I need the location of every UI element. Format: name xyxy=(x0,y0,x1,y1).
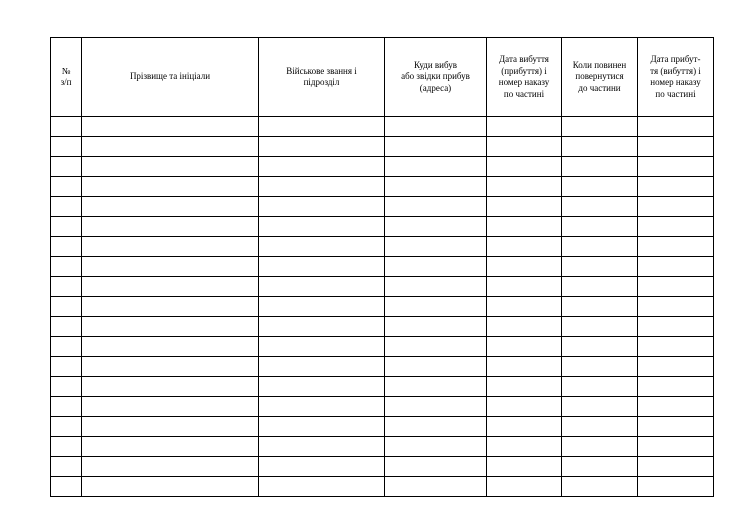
table-cell xyxy=(82,237,259,257)
table-cell xyxy=(51,437,82,457)
header-label: Коли повинен повернутися до частини xyxy=(572,59,627,93)
table-cell xyxy=(259,297,385,317)
table-cell xyxy=(259,137,385,157)
table-cell xyxy=(51,217,82,237)
table-cell xyxy=(638,277,714,297)
table-cell xyxy=(562,257,638,277)
table-cell xyxy=(487,237,562,257)
table-cell xyxy=(385,217,487,237)
table-cell xyxy=(562,417,638,437)
table-cell xyxy=(638,457,714,477)
table-cell xyxy=(51,377,82,397)
table-cell xyxy=(385,257,487,277)
table-cell xyxy=(259,397,385,417)
table-cell xyxy=(562,437,638,457)
table-cell xyxy=(562,277,638,297)
table-cell xyxy=(259,217,385,237)
table-row xyxy=(51,457,714,477)
table-cell xyxy=(487,357,562,377)
table-cell xyxy=(487,457,562,477)
table-cell xyxy=(385,177,487,197)
table-cell xyxy=(487,337,562,357)
table-cell xyxy=(82,457,259,477)
table-cell xyxy=(638,397,714,417)
table-cell xyxy=(385,457,487,477)
table-cell xyxy=(385,337,487,357)
table-cell xyxy=(638,157,714,177)
table-cell xyxy=(562,357,638,377)
table-cell xyxy=(487,317,562,337)
table-cell xyxy=(638,337,714,357)
table-cell xyxy=(385,297,487,317)
table-cell xyxy=(51,477,82,497)
register-table xyxy=(50,37,714,497)
header-row xyxy=(51,38,714,117)
table-cell xyxy=(638,417,714,437)
table-cell xyxy=(638,377,714,397)
table-row xyxy=(51,217,714,237)
header-label: Дата вибуття (прибуття) і номер наказу по частині xyxy=(498,54,550,99)
header-cell-arrival-date xyxy=(638,38,714,117)
table-cell xyxy=(385,157,487,177)
table-row xyxy=(51,257,714,277)
table-cell xyxy=(82,117,259,137)
table-row xyxy=(51,377,714,397)
table-cell xyxy=(51,197,82,217)
table-cell xyxy=(638,137,714,157)
table-cell xyxy=(385,417,487,437)
table-row xyxy=(51,197,714,217)
table-cell xyxy=(51,457,82,477)
table-cell xyxy=(487,197,562,217)
table-cell xyxy=(385,397,487,417)
table-cell xyxy=(259,417,385,437)
table-cell xyxy=(487,477,562,497)
header-label: Куди вибув або звідки прибув (адреса) xyxy=(401,59,470,93)
table-cell xyxy=(562,137,638,157)
table-cell xyxy=(82,217,259,237)
table-cell xyxy=(259,337,385,357)
table-cell xyxy=(259,177,385,197)
table-row xyxy=(51,437,714,457)
table-cell xyxy=(385,357,487,377)
table-cell xyxy=(487,297,562,317)
table-cell xyxy=(259,277,385,297)
table-cell xyxy=(562,377,638,397)
table-cell xyxy=(562,477,638,497)
table-cell xyxy=(82,157,259,177)
table-cell xyxy=(82,257,259,277)
table-row xyxy=(51,277,714,297)
table-cell xyxy=(562,337,638,357)
table-cell xyxy=(51,177,82,197)
table-row xyxy=(51,297,714,317)
table-cell xyxy=(638,317,714,337)
table-cell xyxy=(51,277,82,297)
table-row xyxy=(51,177,714,197)
header-cell-number xyxy=(51,38,82,117)
header-label: Прізвище та ініціали xyxy=(129,71,211,82)
table-cell xyxy=(51,297,82,317)
table-cell xyxy=(487,257,562,277)
table-cell xyxy=(385,197,487,217)
table-cell xyxy=(487,177,562,197)
header-label: Військове звання і підрозділ xyxy=(286,65,357,87)
table-cell xyxy=(51,397,82,417)
table-cell xyxy=(259,117,385,137)
table-cell xyxy=(638,257,714,277)
table-cell xyxy=(385,317,487,337)
table-cell xyxy=(638,437,714,457)
table-cell xyxy=(487,137,562,157)
table-cell xyxy=(385,117,487,137)
table-cell xyxy=(259,317,385,337)
table-cell xyxy=(82,317,259,337)
table-cell xyxy=(82,397,259,417)
table-cell xyxy=(487,437,562,457)
table-row xyxy=(51,117,714,137)
table-cell xyxy=(82,337,259,357)
table-cell xyxy=(638,297,714,317)
table-cell xyxy=(51,417,82,437)
table-row xyxy=(51,237,714,257)
table-cell xyxy=(562,297,638,317)
table-cell xyxy=(51,337,82,357)
table-cell xyxy=(385,137,487,157)
table-cell xyxy=(638,237,714,257)
table-cell xyxy=(487,417,562,437)
table-cell xyxy=(638,117,714,137)
header-label: Дата прибут- тя (вибуття) і номер наказу по частині xyxy=(650,54,701,99)
table-row xyxy=(51,417,714,437)
table-cell xyxy=(487,217,562,237)
table-cell xyxy=(259,237,385,257)
table-cell xyxy=(51,357,82,377)
table-cell xyxy=(259,477,385,497)
table-row xyxy=(51,157,714,177)
table-cell xyxy=(82,137,259,157)
table-row xyxy=(51,337,714,357)
table-cell xyxy=(51,157,82,177)
table-cell xyxy=(51,317,82,337)
header-cell-return-due xyxy=(562,38,638,117)
table-cell xyxy=(638,177,714,197)
table-cell xyxy=(82,297,259,317)
table-cell xyxy=(487,397,562,417)
table-cell xyxy=(487,117,562,137)
table-cell xyxy=(82,417,259,437)
table-cell xyxy=(562,457,638,477)
table-cell xyxy=(51,237,82,257)
table-row xyxy=(51,317,714,337)
table-cell xyxy=(82,357,259,377)
table-cell xyxy=(82,437,259,457)
table-cell xyxy=(259,377,385,397)
header-cell-departure-date xyxy=(487,38,562,117)
table-row xyxy=(51,397,714,417)
table-cell xyxy=(562,317,638,337)
table-cell xyxy=(487,377,562,397)
header-cell-name xyxy=(82,38,259,117)
table-cell xyxy=(82,277,259,297)
table-cell xyxy=(385,277,487,297)
table-cell xyxy=(562,157,638,177)
register-header xyxy=(51,38,714,117)
table-cell xyxy=(638,197,714,217)
table-cell xyxy=(259,437,385,457)
header-cell-destination xyxy=(385,38,487,117)
table-cell xyxy=(259,197,385,217)
table-cell xyxy=(562,197,638,217)
table-cell xyxy=(82,177,259,197)
table-cell xyxy=(259,157,385,177)
table-row xyxy=(51,477,714,497)
table-cell xyxy=(562,217,638,237)
table-cell xyxy=(51,257,82,277)
table-cell xyxy=(82,197,259,217)
table-cell xyxy=(638,357,714,377)
table-cell xyxy=(259,357,385,377)
table-row xyxy=(51,357,714,377)
table-cell xyxy=(82,477,259,497)
table-cell xyxy=(385,237,487,257)
header-cell-rank-unit xyxy=(259,38,385,117)
table-cell xyxy=(385,377,487,397)
table-cell xyxy=(259,457,385,477)
table-cell xyxy=(51,137,82,157)
table-cell xyxy=(562,237,638,257)
register-body xyxy=(51,117,714,497)
table-cell xyxy=(82,377,259,397)
table-row xyxy=(51,137,714,157)
table-cell xyxy=(638,217,714,237)
table-cell xyxy=(259,257,385,277)
header-label: № з/п xyxy=(60,65,72,87)
table-cell xyxy=(51,117,82,137)
table-cell xyxy=(562,397,638,417)
table-cell xyxy=(562,177,638,197)
table-cell xyxy=(385,437,487,457)
table-cell xyxy=(487,157,562,177)
table-cell xyxy=(487,277,562,297)
table-cell xyxy=(385,477,487,497)
table-cell xyxy=(638,477,714,497)
table-cell xyxy=(562,117,638,137)
